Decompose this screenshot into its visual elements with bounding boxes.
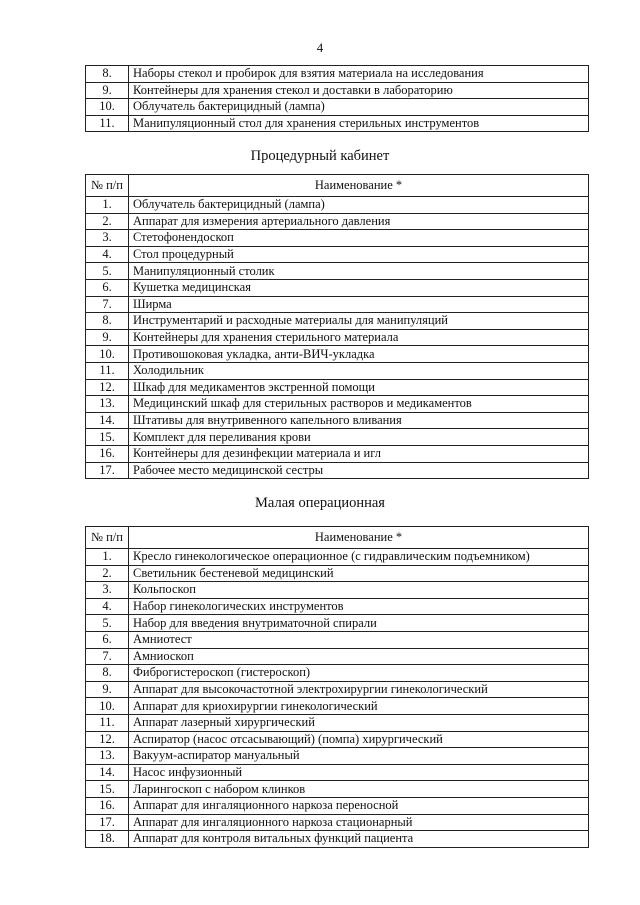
item-name: Аппарат для ингаляционного наркоза стационарный (129, 814, 589, 831)
item-name: Аппарат лазерный хирургический (129, 714, 589, 731)
table-header-row (86, 527, 589, 549)
table-row (86, 412, 589, 429)
item-name: Медицинский шкаф для стерильных растворов и медикаментов (129, 396, 589, 413)
column-header-name: Наименование * (129, 527, 589, 549)
item-name: Облучатель бактерицидный (лампа) (129, 99, 589, 116)
item-name: Набор для введения внутриматочной спирали (129, 615, 589, 632)
row-number: 8. (86, 313, 129, 330)
table-row (86, 698, 589, 715)
item-name: Стол процедурный (129, 246, 589, 263)
table-row (86, 598, 589, 615)
item-name: Кольпоскоп (129, 582, 589, 599)
minor-operating-room-table (85, 526, 589, 848)
table-row (86, 631, 589, 648)
row-number: 12. (86, 731, 129, 748)
table-row (86, 582, 589, 599)
row-number: 14. (86, 412, 129, 429)
table-row (86, 764, 589, 781)
table-row (86, 681, 589, 698)
row-number: 7. (86, 296, 129, 313)
row-number: 8. (86, 66, 129, 83)
column-header-name: Наименование * (129, 175, 589, 197)
item-name: Кушетка медицинская (129, 279, 589, 296)
row-number: 4. (86, 246, 129, 263)
row-number: 9. (86, 329, 129, 346)
item-name: Амниотест (129, 631, 589, 648)
column-header-number: № п/п (86, 527, 129, 549)
procedure-room-table (85, 174, 589, 479)
row-number: 1. (86, 197, 129, 214)
row-number: 17. (86, 814, 129, 831)
table-row (86, 781, 589, 798)
row-number: 15. (86, 429, 129, 446)
item-name: Манипуляционный стол для хранения стерильных инструментов (129, 115, 589, 132)
row-number: 17. (86, 462, 129, 479)
table-row (86, 230, 589, 247)
table-row (86, 246, 589, 263)
row-number: 2. (86, 565, 129, 582)
item-name: Аппарат для ингаляционного наркоза переносной (129, 797, 589, 814)
row-number: 15. (86, 781, 129, 798)
table-row (86, 565, 589, 582)
item-name: Наборы стекол и пробирок для взятия материала на исследования (129, 66, 589, 83)
row-number: 10. (86, 346, 129, 363)
row-number: 8. (86, 665, 129, 682)
item-name: Инструментарий и расходные материалы для манипуляций (129, 313, 589, 330)
table-header-row (86, 175, 589, 197)
table-row (86, 445, 589, 462)
item-name: Противошоковая укладка, анти-ВИЧ-укладка (129, 346, 589, 363)
table-row (86, 115, 589, 132)
row-number: 11. (86, 362, 129, 379)
item-name: Рабочее место медицинской сестры (129, 462, 589, 479)
table-row (86, 396, 589, 413)
table-row (86, 831, 589, 848)
row-number: 18. (86, 831, 129, 848)
table-row (86, 549, 589, 566)
item-name: Светильник бестеневой медицинский (129, 565, 589, 582)
procedure-room-title: Процедурный кабинет (250, 148, 390, 164)
row-number: 9. (86, 681, 129, 698)
item-name: Стетофонендоскоп (129, 230, 589, 247)
table-row (86, 99, 589, 116)
item-name: Ларингоскоп с набором клинков (129, 781, 589, 798)
item-name: Аппарат для высокочастотной электрохирургии гинекологический (129, 681, 589, 698)
item-name: Холодильник (129, 362, 589, 379)
item-name: Контейнеры для хранения стерильного материала (129, 329, 589, 346)
row-number: 16. (86, 445, 129, 462)
row-number: 2. (86, 213, 129, 230)
item-name: Комплект для переливания крови (129, 429, 589, 446)
item-name: Аппарат для измерения артериального давления (129, 213, 589, 230)
table-row (86, 429, 589, 446)
item-name: Амниоскоп (129, 648, 589, 665)
row-number: 7. (86, 648, 129, 665)
row-number: 11. (86, 115, 129, 132)
minor-operating-room-title: Малая операционная (255, 495, 385, 511)
table-row (86, 197, 589, 214)
table-row (86, 213, 589, 230)
row-number: 13. (86, 396, 129, 413)
table-row (86, 296, 589, 313)
item-name: Шкаф для медикаментов экстренной помощи (129, 379, 589, 396)
table-row (86, 648, 589, 665)
table-row (86, 379, 589, 396)
row-number: 6. (86, 279, 129, 296)
table-row (86, 279, 589, 296)
table-row (86, 329, 589, 346)
item-name: Насос инфузионный (129, 764, 589, 781)
row-number: 13. (86, 748, 129, 765)
row-number: 1. (86, 549, 129, 566)
row-number: 16. (86, 797, 129, 814)
item-name: Облучатель бактерицидный (лампа) (129, 197, 589, 214)
table-row (86, 362, 589, 379)
page-number: 4 (316, 40, 324, 55)
item-name: Аппарат для криохирургии гинекологический (129, 698, 589, 715)
item-name: Штативы для внутривенного капельного вливания (129, 412, 589, 429)
row-number: 4. (86, 598, 129, 615)
table-row (86, 814, 589, 831)
item-name: Контейнеры для хранения стекол и доставки в лабораторию (129, 82, 589, 99)
column-header-number: № п/п (86, 175, 129, 197)
item-name: Набор гинекологических инструментов (129, 598, 589, 615)
item-name: Контейнеры для дезинфекции материала и игл (129, 445, 589, 462)
row-number: 5. (86, 263, 129, 280)
table-row (86, 797, 589, 814)
item-name: Ширма (129, 296, 589, 313)
item-name: Фиброгистероскоп (гистероскоп) (129, 665, 589, 682)
item-name: Аппарат для контроля витальных функций пациента (129, 831, 589, 848)
row-number: 9. (86, 82, 129, 99)
table-row (86, 66, 589, 83)
row-number: 5. (86, 615, 129, 632)
table-row (86, 748, 589, 765)
table-row (86, 346, 589, 363)
table-row (86, 714, 589, 731)
row-number: 12. (86, 379, 129, 396)
item-name: Кресло гинекологическое операционное (с гидравлическим подъемником) (129, 549, 589, 566)
equipment-table-continued (85, 65, 589, 132)
table-row (86, 615, 589, 632)
row-number: 3. (86, 582, 129, 599)
table-row (86, 462, 589, 479)
row-number: 14. (86, 764, 129, 781)
table-row (86, 263, 589, 280)
row-number: 6. (86, 631, 129, 648)
item-name: Аспиратор (насос отсасывающий) (помпа) хирургический (129, 731, 589, 748)
table-row (86, 82, 589, 99)
table-row (86, 313, 589, 330)
item-name: Вакуум-аспиратор мануальный (129, 748, 589, 765)
row-number: 3. (86, 230, 129, 247)
item-name: Манипуляционный столик (129, 263, 589, 280)
row-number: 11. (86, 714, 129, 731)
row-number: 10. (86, 99, 129, 116)
row-number: 10. (86, 698, 129, 715)
table-row (86, 731, 589, 748)
table-row (86, 665, 589, 682)
